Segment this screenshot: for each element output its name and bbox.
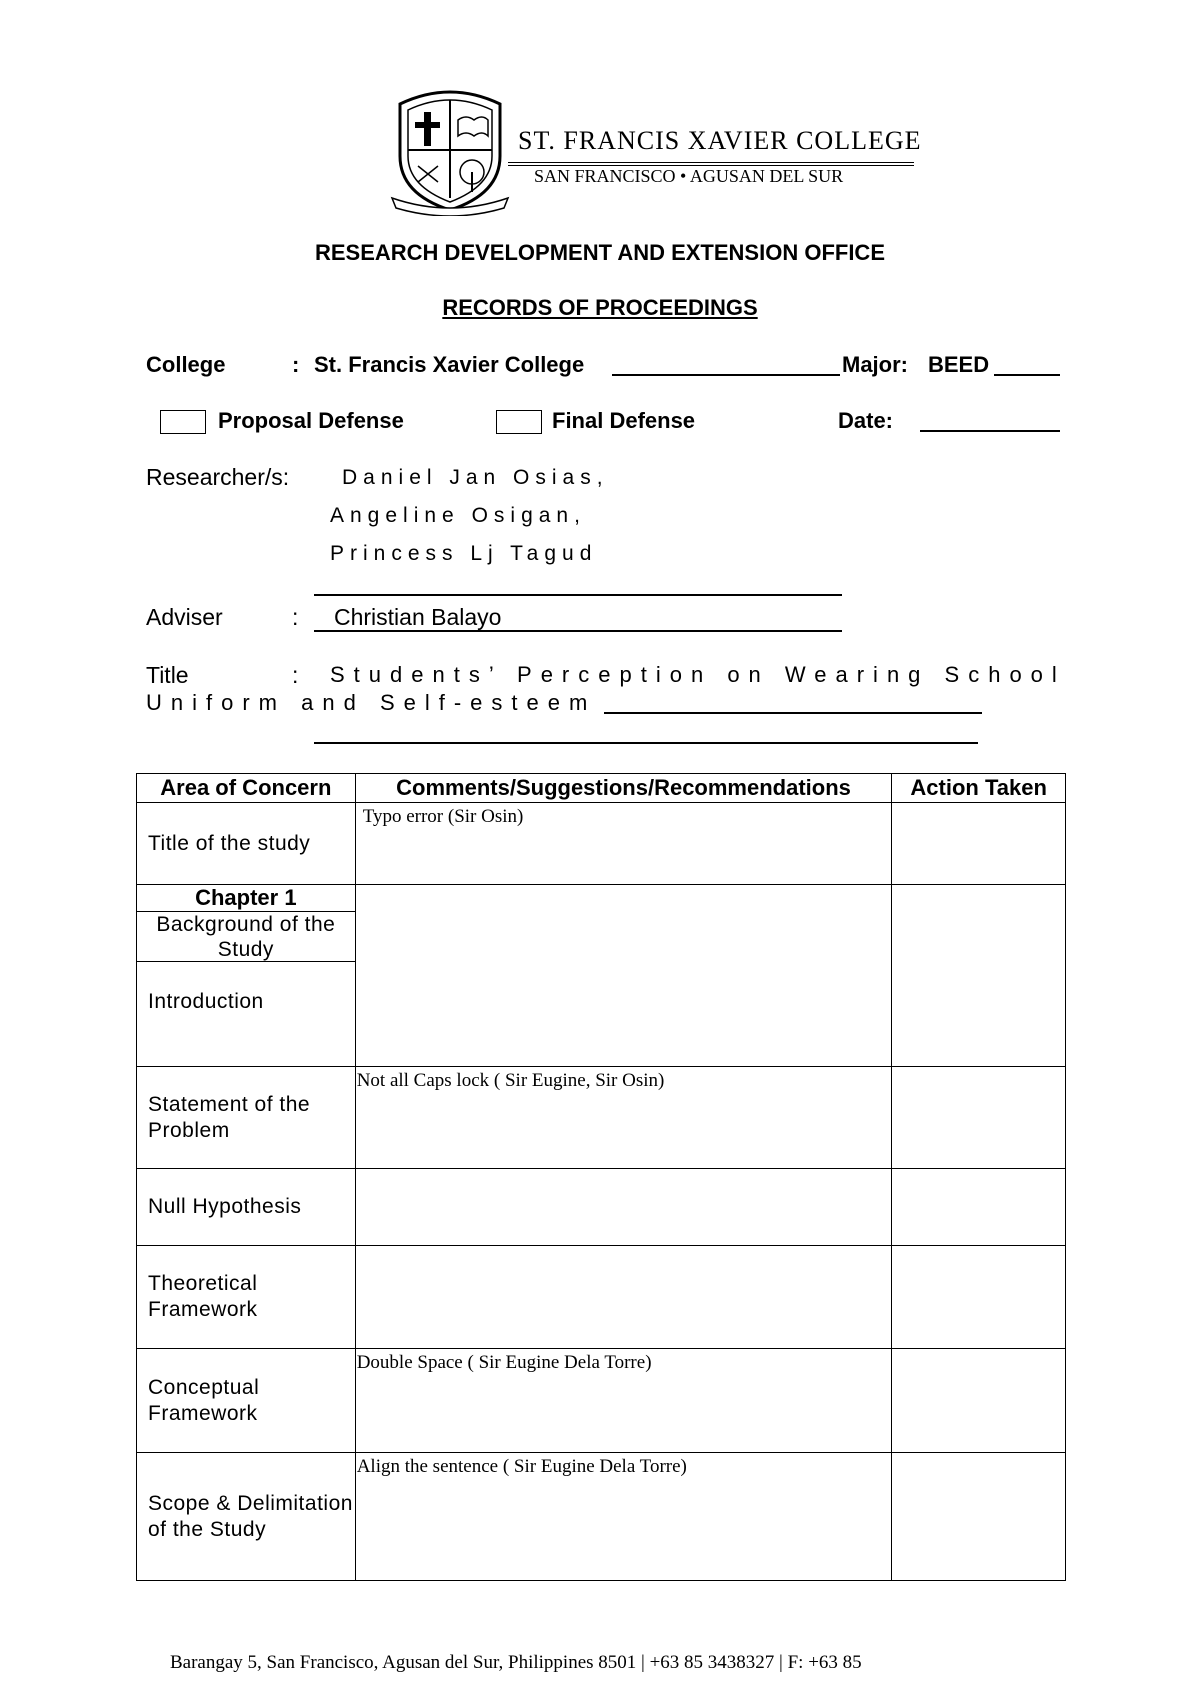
comment-cell[interactable] (355, 1169, 892, 1246)
area-cell: Background of the Study (137, 912, 355, 962)
major-blank-line (994, 374, 1060, 376)
comment-cell[interactable] (355, 803, 892, 885)
office-title: RESEARCH DEVELOPMENT AND EXTENSION OFFICE (314, 240, 885, 265)
action-taken-cell[interactable] (892, 1349, 1066, 1453)
date-label: Date: (838, 408, 894, 433)
area-cell: Scope & Delimitation of the Study (137, 1453, 356, 1581)
date-field[interactable] (920, 430, 1060, 432)
comment-text: Align the sentence ( Sir Eugine Dela Torre) (356, 1456, 687, 1477)
title-label: Title (146, 662, 189, 688)
proposal-defense-label: Proposal Defense (218, 408, 404, 433)
comment-cell[interactable] (355, 1067, 892, 1169)
study-title-line1: Students’ Perception on Wearing School (330, 662, 1066, 687)
college-value: St. Francis Xavier College (314, 352, 585, 377)
form-title-text: RECORDS OF PROCEEDINGS (442, 295, 758, 320)
action-taken-cell[interactable] (892, 1246, 1066, 1349)
table-row (137, 1067, 1066, 1169)
final-defense-checkbox[interactable] (496, 410, 542, 434)
major-label: Major: (842, 352, 908, 377)
table-row (137, 1453, 1066, 1581)
area-cell: Title of the study (137, 803, 356, 885)
footer-address: Barangay 5, San Francisco, Agusan del Sur, Philippines 8501 | +63 85 3438327 | F: +63 85 (170, 1652, 862, 1673)
comment-cell[interactable] (355, 1453, 892, 1581)
action-taken-cell[interactable] (892, 1453, 1066, 1581)
comment-cell[interactable] (355, 885, 892, 1067)
table-header-row (137, 774, 1066, 803)
college-label: College (146, 352, 226, 377)
proceedings-table (136, 773, 1066, 1581)
column-header: Action Taken (892, 774, 1066, 803)
title-blank-line-2 (314, 742, 978, 744)
college-colon: : (292, 352, 300, 377)
action-taken-cell[interactable] (892, 1169, 1066, 1246)
major-value: BEED (928, 352, 990, 377)
table-row (137, 885, 1066, 1067)
comment-cell[interactable] (355, 1246, 892, 1349)
comment-text: Not all Caps lock ( Sir Eugine, Sir Osin) (356, 1070, 665, 1091)
table-row (137, 1246, 1066, 1349)
column-header: Comments/Suggestions/Recommendations (355, 774, 892, 803)
chapter-cell (137, 885, 356, 1067)
form-title (0, 295, 1200, 321)
researcher-name: Daniel Jan Osias, (342, 466, 609, 489)
comment-text: Double Space ( Sir Eugine Dela Torre) (356, 1352, 652, 1373)
researchers-blank-line (314, 594, 842, 596)
adviser-colon: : (292, 604, 299, 630)
action-taken-cell[interactable] (892, 885, 1066, 1067)
table-row (137, 803, 1066, 885)
comment-cell[interactable] (355, 1349, 892, 1453)
proposal-defense-checkbox[interactable] (160, 410, 206, 434)
researchers-label: Researcher/s: (146, 464, 290, 490)
table-row (137, 1349, 1066, 1453)
adviser-blank-line (314, 630, 842, 632)
college-name: ST. FRANCIS XAVIER COLLEGE (518, 126, 922, 155)
action-taken-cell[interactable] (892, 803, 1066, 885)
study-title-line2: Uniform and Self-esteem (146, 690, 597, 715)
title-blank-line (604, 712, 982, 714)
title-colon: : (292, 662, 299, 688)
college-blank-line (612, 374, 840, 376)
adviser-label: Adviser (146, 604, 223, 630)
college-crest-icon (388, 86, 512, 216)
college-location: SAN FRANCISCO • AGUSAN DEL SUR (534, 166, 844, 186)
chapter-label: Chapter 1 (137, 885, 355, 912)
table-row (137, 1169, 1066, 1246)
area-cell: Statement of the Problem (137, 1067, 356, 1169)
action-taken-cell[interactable] (892, 1067, 1066, 1169)
adviser-value: Christian Balayo (334, 604, 502, 630)
researcher-name: Angeline Osigan, (330, 504, 586, 527)
area-cell: Null Hypothesis (137, 1169, 356, 1246)
area-cell: Introduction (148, 990, 264, 1013)
researcher-name: Princess Lj Tagud (330, 542, 598, 565)
final-defense-label: Final Defense (552, 408, 696, 433)
area-cell: Conceptual Framework (137, 1349, 356, 1453)
area-cell: Theoretical Framework (137, 1246, 356, 1349)
column-header: Area of Concern (137, 774, 356, 803)
comment-text: Typo error (Sir Osin) (362, 806, 524, 827)
